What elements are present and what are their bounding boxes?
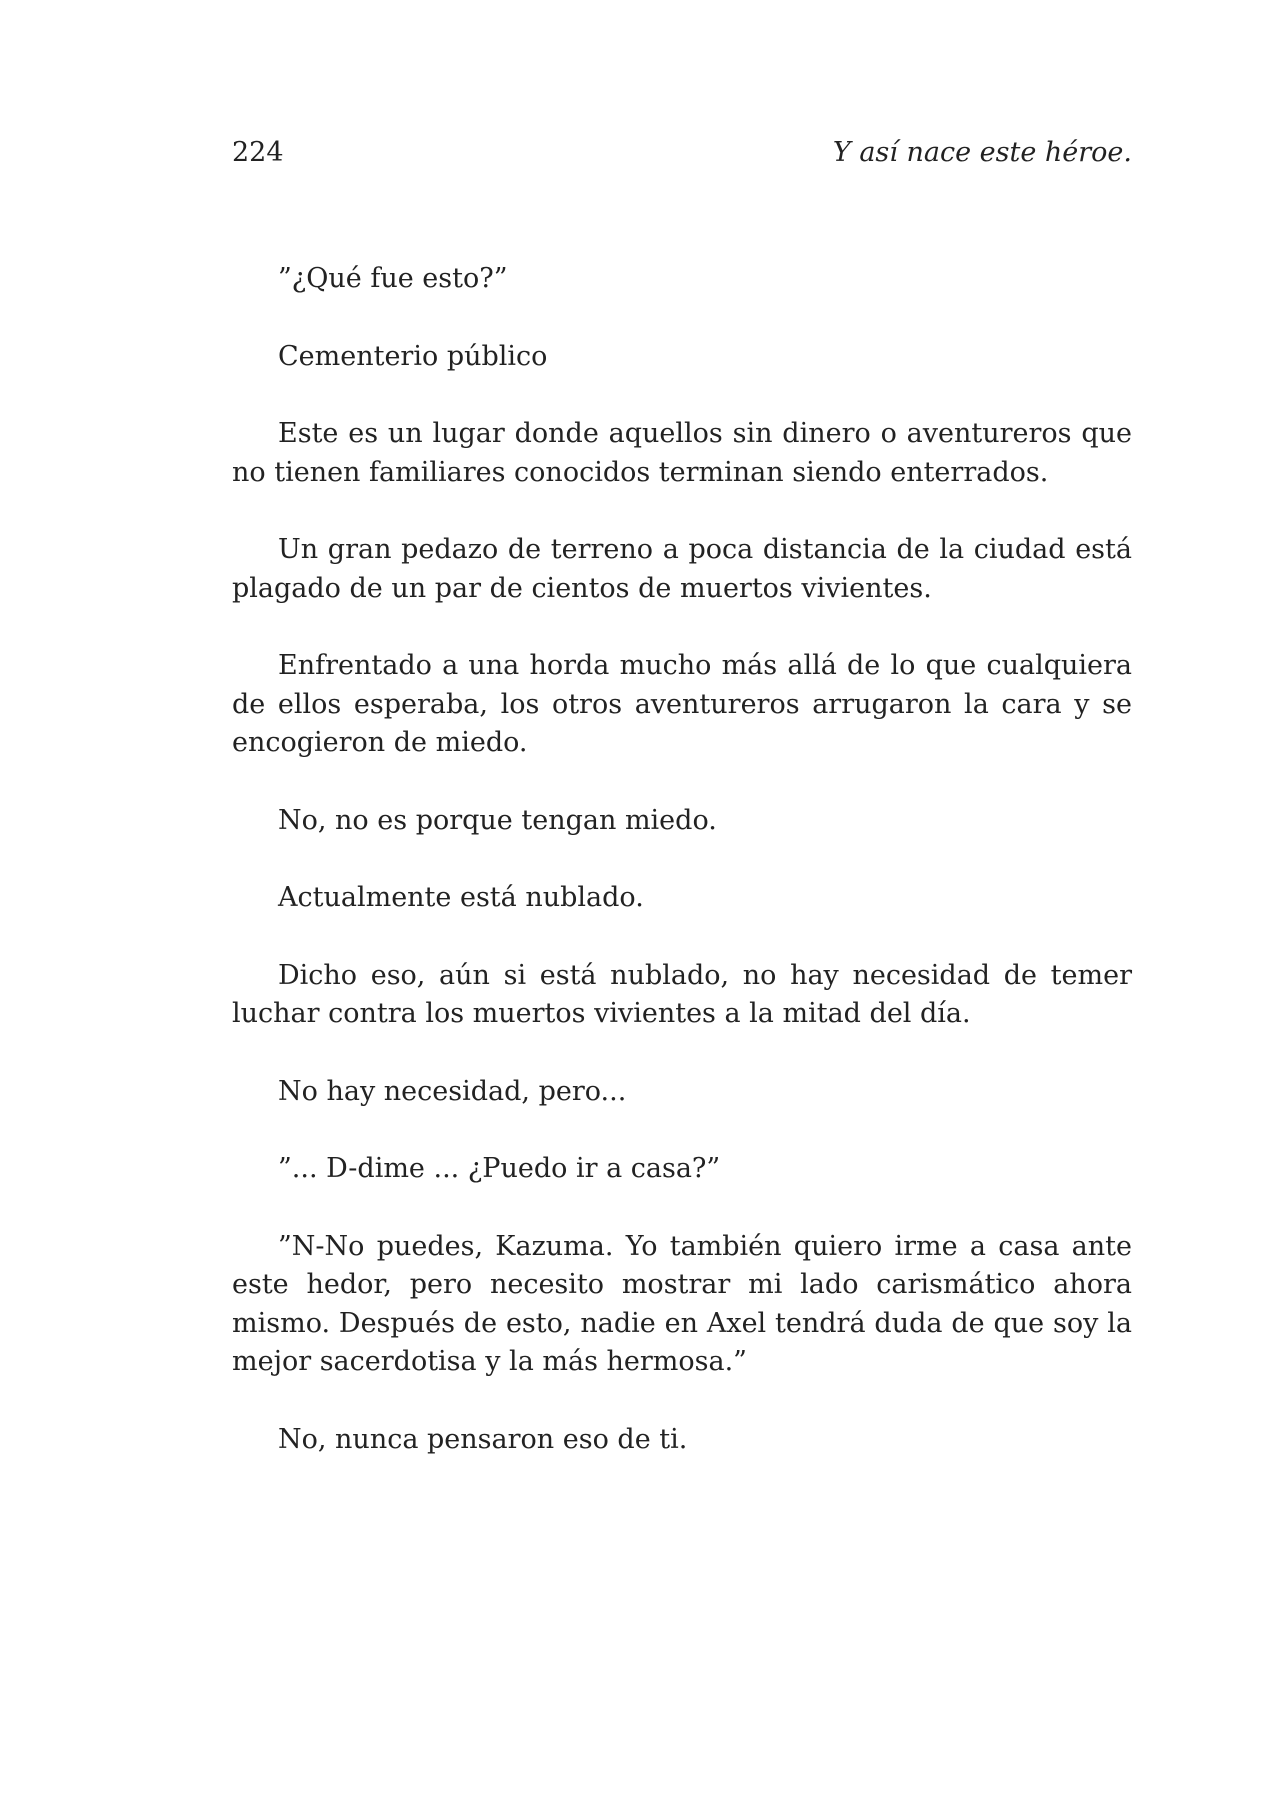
paragraph: ”... D-dime ... ¿Puedo ir a casa?” xyxy=(278,1153,721,1184)
paragraph: Actualmente está nublado. xyxy=(278,882,644,913)
running-head xyxy=(232,133,1132,173)
paragraph: Un gran pedazo de terreno a poca distancia de la ciudad está plagado de un par de cientos de muertos vivientes. xyxy=(232,534,1132,604)
paragraph: Enfrentado a una horda mucho más allá de lo que cualquiera de ellos esperaba, los otros aventureros arrugaron la cara y se encogieron de miedo. xyxy=(232,650,1132,758)
paragraph: No, nunca pensaron eso de ti. xyxy=(278,1423,688,1455)
paragraph: Cementerio público xyxy=(278,340,548,372)
paragraph: Este es un lugar donde aquellos sin dinero o aventureros que no tienen familiares conocidos terminan siendo enterrados. xyxy=(232,418,1132,488)
page-number: 224 xyxy=(232,137,284,168)
paragraph: Dicho eso, aún si está nublado, no hay necesidad de temer luchar contra los muertos vivientes a la mitad del día. xyxy=(232,959,1132,1029)
paragraph: No hay necesidad, pero... xyxy=(278,1075,627,1107)
paragraph: ”¿Qué fue esto?” xyxy=(278,263,508,294)
body-text xyxy=(232,260,1132,1498)
paragraph: No, no es porque tengan miedo. xyxy=(278,804,717,836)
paragraph: ”N-No puedes, Kazuma. Yo también quiero irme a casa ante este hedor, pero necesito mostrar mi lado carismático ahora mismo. Después de esto, nadie en Axel tendrá duda de que soy la mejor sacerdotisa y la más hermosa.” xyxy=(232,1230,1132,1377)
running-title: Y así nace este héroe. xyxy=(832,137,1132,168)
